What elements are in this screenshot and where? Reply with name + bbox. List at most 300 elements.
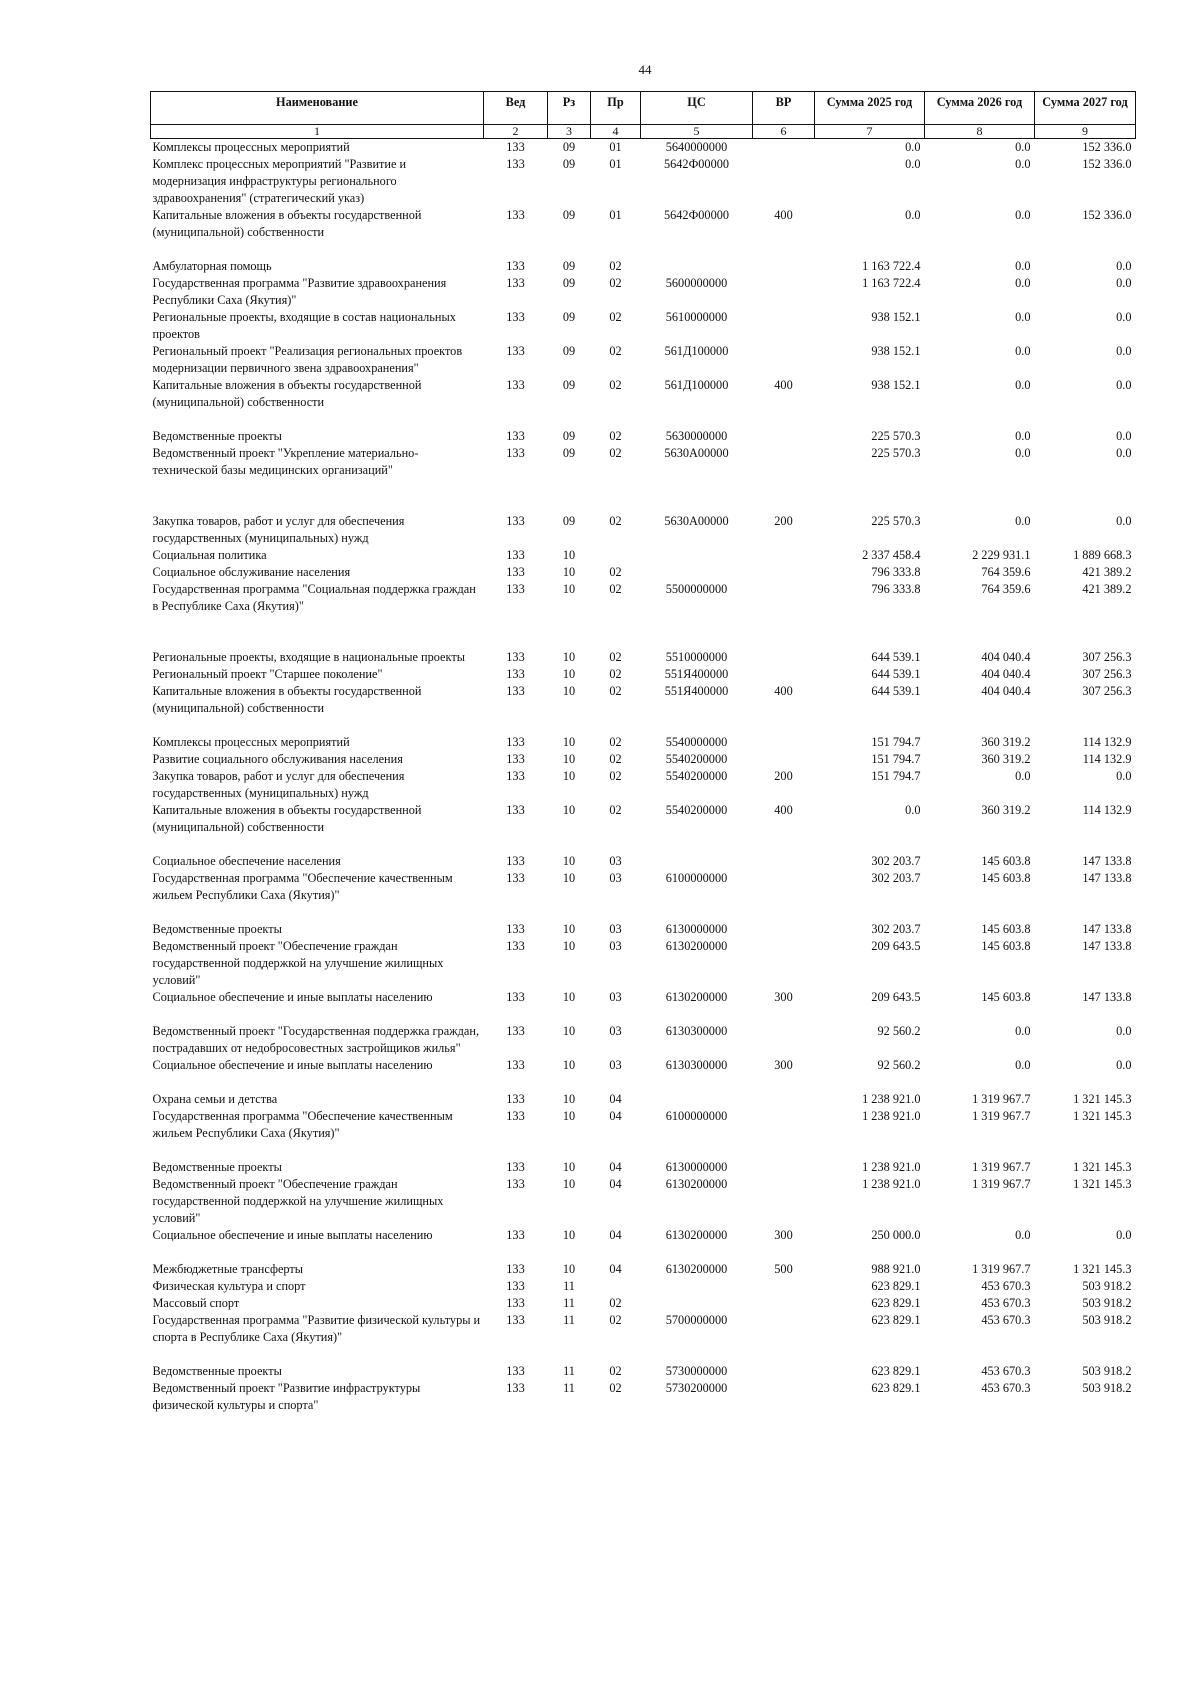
- row-cs: [641, 1278, 753, 1295]
- row-sum-2027: 147 133.8: [1082, 871, 1132, 885]
- row-cs: [641, 1295, 753, 1312]
- row-cs: 5630000000: [665, 429, 728, 443]
- row-vr: [753, 734, 815, 751]
- row-ved: 133: [506, 157, 525, 171]
- row-rz: 10: [562, 565, 576, 579]
- row-vr: [753, 428, 815, 445]
- table-row: [151, 989, 1136, 1023]
- row-name: Социальное обслуживание населения: [152, 565, 351, 579]
- row-sum-2025: 623 829.1: [871, 1381, 921, 1395]
- row-ved: 133: [506, 565, 525, 579]
- table-row: [151, 1312, 1136, 1363]
- row-name: Государственная программа "Развитие здравоохранения Республики Саха (Якутия)": [152, 276, 447, 307]
- row-pr: 04: [609, 1160, 622, 1174]
- row-vr: [753, 309, 815, 343]
- row-pr: 02: [609, 735, 622, 749]
- row-sum-2026: 404 040.4: [981, 667, 1031, 681]
- column-number: 1: [151, 125, 484, 139]
- row-cs: 5730200000: [665, 1381, 728, 1395]
- row-sum-2026: 404 040.4: [981, 684, 1031, 698]
- row-name: Капитальные вложения в объекты государственной (муниципальной) собственности: [152, 684, 422, 715]
- row-ved: 133: [506, 259, 525, 273]
- table-row: [151, 1380, 1136, 1414]
- row-cs: 551Я400000: [664, 684, 729, 698]
- row-ved: 133: [506, 990, 525, 1004]
- row-vr: [753, 853, 815, 870]
- row-sum-2026: 0.0: [1015, 446, 1031, 460]
- row-rz: 10: [562, 939, 576, 953]
- table-row: [151, 513, 1136, 547]
- row-vr: [753, 649, 815, 666]
- row-ved: 133: [506, 1109, 525, 1123]
- table-row: [151, 802, 1136, 853]
- row-name: Социальное обеспечение и иные выплаты населению: [152, 1228, 433, 1242]
- row-vr: [753, 1278, 815, 1295]
- row-rz: 09: [562, 208, 576, 222]
- row-sum-2025: 1 163 722.4: [862, 259, 921, 273]
- row-ved: 133: [506, 667, 525, 681]
- row-ved: 133: [506, 1024, 525, 1038]
- row-vr: 400: [774, 208, 793, 222]
- header-vr: ВР: [753, 92, 815, 125]
- row-cs: 5610000000: [665, 310, 728, 324]
- row-rz: 10: [562, 548, 576, 562]
- row-sum-2026: 145 603.8: [981, 922, 1031, 936]
- table-row: [151, 581, 1136, 649]
- row-name: Региональные проекты, входящие в состав национальных проектов: [152, 310, 456, 341]
- row-sum-2026: 0.0: [1015, 514, 1031, 528]
- row-sum-2026: 0.0: [1015, 276, 1031, 290]
- row-sum-2027: 1 889 668.3: [1073, 548, 1132, 562]
- row-sum-2026: 360 319.2: [981, 803, 1031, 817]
- row-cs: 6130200000: [665, 990, 728, 1004]
- row-cs: 6130200000: [665, 1262, 728, 1276]
- row-pr: 02: [609, 565, 622, 579]
- row-ved: 133: [506, 871, 525, 885]
- row-pr: 02: [609, 310, 622, 324]
- table-row: [151, 649, 1136, 666]
- row-vr: [753, 751, 815, 768]
- row-ved: 133: [506, 1262, 525, 1276]
- row-sum-2027: 147 133.8: [1082, 939, 1132, 953]
- row-ved: 133: [506, 429, 525, 443]
- header-cs: ЦС: [641, 92, 753, 125]
- row-pr: 02: [609, 684, 622, 698]
- row-rz: 10: [562, 1024, 576, 1038]
- row-sum-2027: 503 918.2: [1082, 1313, 1132, 1327]
- row-pr: 03: [609, 1058, 622, 1072]
- row-pr: 03: [609, 922, 622, 936]
- row-sum-2027: 0.0: [1116, 1058, 1132, 1072]
- row-ved: 133: [506, 1364, 525, 1378]
- row-pr: 02: [609, 429, 622, 443]
- table-row: [151, 921, 1136, 938]
- table-row: [151, 938, 1136, 989]
- row-sum-2025: 302 203.7: [871, 854, 921, 868]
- row-ved: 133: [506, 378, 525, 392]
- row-rz: 10: [562, 1177, 576, 1191]
- row-cs: 5540200000: [665, 769, 728, 783]
- row-sum-2026: 1 319 967.7: [972, 1160, 1031, 1174]
- table-row: [151, 683, 1136, 734]
- row-sum-2027: 1 321 145.3: [1073, 1109, 1132, 1123]
- row-sum-2026: 145 603.8: [981, 871, 1031, 885]
- row-cs: 5642Ф00000: [663, 157, 730, 171]
- row-sum-2025: 623 829.1: [871, 1313, 921, 1327]
- table-row: [151, 1295, 1136, 1312]
- row-sum-2026: 0.0: [1015, 140, 1031, 154]
- row-pr: 02: [609, 1381, 622, 1395]
- table-row: [151, 275, 1136, 309]
- table-row: [151, 445, 1136, 513]
- table-row: [151, 156, 1136, 207]
- header-ved: Вед: [484, 92, 548, 125]
- table-row: [151, 258, 1136, 275]
- row-name: Ведомственные проекты: [152, 1364, 282, 1378]
- row-sum-2027: 307 256.3: [1082, 684, 1132, 698]
- row-sum-2025: 1 238 921.0: [862, 1109, 921, 1123]
- row-pr: [591, 1278, 641, 1295]
- row-sum-2026: 0.0: [1015, 344, 1031, 358]
- row-cs: 5540200000: [665, 752, 728, 766]
- row-ved: 133: [506, 752, 525, 766]
- row-name: Государственная программа "Обеспечение качественным жильем Республики Саха (Якутия)": [152, 1109, 453, 1140]
- row-sum-2025: 796 333.8: [871, 582, 921, 596]
- row-sum-2025: 0.0: [905, 208, 921, 222]
- row-name: Государственная программа "Обеспечение качественным жильем Республики Саха (Якутия)": [152, 871, 453, 902]
- row-vr: [753, 1295, 815, 1312]
- row-ved: 133: [506, 854, 525, 868]
- row-name: Ведомственный проект "Обеспечение граждан государственной поддержкой на улучшение жилищных условий": [152, 939, 444, 987]
- row-rz: 10: [562, 650, 576, 664]
- row-sum-2026: 0.0: [1015, 429, 1031, 443]
- header-sum-2026: Сумма 2026 год: [925, 92, 1035, 125]
- row-cs: 6130300000: [665, 1024, 728, 1038]
- row-rz: 10: [562, 582, 576, 596]
- row-name: Амбулаторная помощь: [152, 259, 272, 273]
- row-vr: [753, 1363, 815, 1380]
- column-number: 8: [925, 125, 1035, 139]
- row-rz: 10: [562, 1262, 576, 1276]
- row-sum-2025: 151 794.7: [871, 769, 921, 783]
- row-ved: 133: [506, 939, 525, 953]
- table-row: [151, 139, 1136, 157]
- column-number: 2: [484, 125, 548, 139]
- row-name: Комплексы процессных мероприятий: [152, 140, 350, 154]
- row-vr: [753, 564, 815, 581]
- row-pr: 02: [609, 667, 622, 681]
- row-sum-2027: 503 918.2: [1082, 1364, 1132, 1378]
- table-row: [151, 1159, 1136, 1176]
- row-sum-2025: 225 570.3: [871, 446, 921, 460]
- row-sum-2026: 145 603.8: [981, 939, 1031, 953]
- row-sum-2026: 0.0: [1015, 1228, 1031, 1242]
- row-rz: 09: [562, 429, 576, 443]
- row-sum-2026: 453 670.3: [981, 1381, 1031, 1395]
- row-name: Массовый спорт: [152, 1296, 240, 1310]
- table-row: [151, 377, 1136, 428]
- column-number-row: [151, 125, 1136, 139]
- column-number: 7: [815, 125, 925, 139]
- header-name: Наименование: [151, 92, 484, 125]
- row-name: Физическая культура и спорт: [152, 1279, 306, 1293]
- table-row: [151, 1227, 1136, 1261]
- row-ved: 133: [506, 1381, 525, 1395]
- table-body: [151, 139, 1136, 1415]
- row-pr: [591, 547, 641, 564]
- row-sum-2025: 0.0: [905, 803, 921, 817]
- row-cs: 551Я400000: [664, 667, 729, 681]
- row-ved: 133: [506, 1058, 525, 1072]
- row-vr: [753, 1108, 815, 1159]
- row-sum-2027: 1 321 145.3: [1073, 1177, 1132, 1191]
- row-pr: 02: [609, 276, 622, 290]
- row-vr: [753, 258, 815, 275]
- row-cs: 6130300000: [665, 1058, 728, 1072]
- row-ved: 133: [506, 140, 525, 154]
- row-rz: 10: [562, 854, 576, 868]
- row-sum-2025: 623 829.1: [871, 1279, 921, 1293]
- table-row: [151, 1057, 1136, 1091]
- table-row: [151, 428, 1136, 445]
- row-name: Региональный проект "Реализация региональных проектов модернизации первичного звена здравоохранения": [152, 344, 463, 375]
- row-name: Региональные проекты, входящие в национальные проекты: [152, 650, 465, 664]
- row-pr: 02: [609, 803, 622, 817]
- row-name: Капитальные вложения в объекты государственной (муниципальной) собственности: [152, 378, 422, 409]
- row-sum-2025: 1 238 921.0: [862, 1092, 921, 1106]
- row-sum-2027: 152 336.0: [1082, 208, 1132, 222]
- row-sum-2025: 0.0: [905, 157, 921, 171]
- row-sum-2025: 209 643.5: [871, 939, 921, 953]
- row-cs: 6100000000: [665, 1109, 728, 1123]
- row-pr: 04: [609, 1092, 622, 1106]
- row-name: Ведомственный проект "Укрепление материально-технической базы медицинских организаций": [152, 446, 419, 477]
- row-sum-2026: 0.0: [1015, 259, 1031, 273]
- row-name: Капитальные вложения в объекты государственной (муниципальной) собственности: [152, 208, 422, 239]
- row-rz: 11: [563, 1313, 575, 1327]
- row-sum-2026: 145 603.8: [981, 854, 1031, 868]
- row-rz: 10: [562, 1228, 576, 1242]
- row-sum-2026: 404 040.4: [981, 650, 1031, 664]
- row-sum-2026: 0.0: [1015, 208, 1031, 222]
- row-cs: 5600000000: [665, 276, 728, 290]
- row-sum-2025: 250 000.0: [871, 1228, 921, 1242]
- row-pr: 02: [609, 446, 622, 460]
- table-row: [151, 547, 1136, 564]
- row-rz: 10: [562, 1092, 576, 1106]
- row-pr: 02: [609, 1313, 622, 1327]
- row-name: Охрана семьи и детства: [152, 1092, 278, 1106]
- row-sum-2026: 0.0: [1015, 1058, 1031, 1072]
- row-sum-2027: 307 256.3: [1082, 667, 1132, 681]
- row-name: Закупка товаров, работ и услуг для обеспечения государственных (муниципальных) нужд: [152, 514, 405, 545]
- row-rz: 10: [562, 752, 576, 766]
- row-vr: [753, 343, 815, 377]
- row-sum-2025: 302 203.7: [871, 871, 921, 885]
- table-row: [151, 768, 1136, 802]
- table-row: [151, 207, 1136, 258]
- row-vr: [753, 1380, 815, 1414]
- row-cs: 6130200000: [665, 1177, 728, 1191]
- row-sum-2027: 307 256.3: [1082, 650, 1132, 664]
- row-cs: [641, 853, 753, 870]
- row-cs: 5500000000: [665, 582, 728, 596]
- column-number: 9: [1035, 125, 1136, 139]
- row-ved: 133: [506, 1296, 525, 1310]
- row-pr: 02: [609, 582, 622, 596]
- row-sum-2027: 503 918.2: [1082, 1296, 1132, 1310]
- row-sum-2027: 114 132.9: [1082, 803, 1132, 817]
- table-row: [151, 751, 1136, 768]
- row-vr: [753, 581, 815, 649]
- column-number: 3: [548, 125, 591, 139]
- row-rz: 10: [562, 735, 576, 749]
- row-sum-2025: 938 152.1: [871, 310, 921, 324]
- row-ved: 133: [506, 1092, 525, 1106]
- row-ved: 133: [506, 446, 525, 460]
- row-ved: 133: [506, 344, 525, 358]
- row-sum-2027: 0.0: [1116, 259, 1132, 273]
- row-pr: 04: [609, 1228, 622, 1242]
- row-sum-2025: 644 539.1: [871, 684, 921, 698]
- row-sum-2025: 92 560.2: [877, 1058, 921, 1072]
- row-name: Социальное обеспечение населения: [152, 854, 341, 868]
- table-row: [151, 1176, 1136, 1227]
- row-cs: 6130200000: [665, 939, 728, 953]
- row-sum-2027: 1 321 145.3: [1073, 1160, 1132, 1174]
- row-vr: 400: [774, 803, 793, 817]
- row-cs: 5540000000: [665, 735, 728, 749]
- row-name: Комплексы процессных мероприятий: [152, 735, 350, 749]
- budget-table: [150, 91, 1136, 1414]
- column-number: 5: [641, 125, 753, 139]
- row-vr: [753, 921, 815, 938]
- column-number: 4: [591, 125, 641, 139]
- row-ved: 133: [506, 650, 525, 664]
- row-ved: 133: [506, 310, 525, 324]
- row-sum-2025: 1 163 722.4: [862, 276, 921, 290]
- row-sum-2025: 151 794.7: [871, 752, 921, 766]
- row-sum-2027: 421 389.2: [1082, 565, 1132, 579]
- row-vr: [753, 275, 815, 309]
- table-row: [151, 853, 1136, 870]
- row-pr: 02: [609, 769, 622, 783]
- row-pr: 03: [609, 871, 622, 885]
- row-pr: 01: [609, 208, 622, 222]
- row-cs: [641, 564, 753, 581]
- row-name: Социальное обеспечение и иные выплаты населению: [152, 1058, 433, 1072]
- row-sum-2025: 302 203.7: [871, 922, 921, 936]
- row-sum-2025: 2 337 458.4: [862, 548, 921, 562]
- row-pr: 04: [609, 1262, 622, 1276]
- row-name: Капитальные вложения в объекты государственной (муниципальной) собственности: [152, 803, 422, 834]
- row-sum-2025: 988 921.0: [871, 1262, 921, 1276]
- row-pr: 01: [609, 140, 622, 154]
- row-name: Ведомственный проект "Государственная поддержка граждан, пострадавших от недобросовестных застройщиков жилья": [152, 1024, 480, 1055]
- row-sum-2026: 0.0: [1015, 1024, 1031, 1038]
- row-cs: 5630А00000: [664, 514, 729, 528]
- row-sum-2026: 145 603.8: [981, 990, 1031, 1004]
- row-sum-2027: 0.0: [1116, 1228, 1132, 1242]
- row-vr: 300: [774, 990, 793, 1004]
- row-vr: [753, 139, 815, 157]
- row-vr: [753, 445, 815, 513]
- row-vr: [753, 1091, 815, 1108]
- row-cs: 5730000000: [665, 1364, 728, 1378]
- row-pr: 02: [609, 650, 622, 664]
- row-ved: 133: [506, 1177, 525, 1191]
- row-pr: 03: [609, 939, 622, 953]
- row-cs: 5640000000: [665, 140, 728, 154]
- row-sum-2027: 1 321 145.3: [1073, 1092, 1132, 1106]
- row-pr: 02: [609, 259, 622, 273]
- row-sum-2027: 147 133.8: [1082, 854, 1132, 868]
- row-ved: 133: [506, 582, 525, 596]
- row-cs: 5540200000: [665, 803, 728, 817]
- row-vr: 400: [774, 378, 793, 392]
- row-sum-2025: 92 560.2: [877, 1024, 921, 1038]
- row-pr: 02: [609, 1296, 622, 1310]
- row-ved: 133: [506, 1279, 525, 1293]
- row-rz: 09: [562, 514, 576, 528]
- row-sum-2027: 1 321 145.3: [1073, 1262, 1132, 1276]
- row-name: Региональный проект "Старшее поколение": [152, 667, 383, 681]
- row-name: Межбюджетные трансферты: [152, 1262, 304, 1276]
- row-sum-2026: 1 319 967.7: [972, 1109, 1031, 1123]
- row-cs: 5642Ф00000: [663, 208, 730, 222]
- row-name: Социальное обеспечение и иные выплаты населению: [152, 990, 433, 1004]
- row-sum-2027: 152 336.0: [1082, 157, 1132, 171]
- table-row: [151, 343, 1136, 377]
- row-ved: 133: [506, 208, 525, 222]
- row-cs: 6130000000: [665, 922, 728, 936]
- row-cs: [641, 1091, 753, 1108]
- row-cs: 6130000000: [665, 1160, 728, 1174]
- row-vr: 300: [774, 1058, 793, 1072]
- row-sum-2025: 225 570.3: [871, 429, 921, 443]
- row-cs: 6100000000: [665, 871, 728, 885]
- row-sum-2026: 453 670.3: [981, 1296, 1031, 1310]
- row-pr: 04: [609, 1109, 622, 1123]
- row-name: Социальная политика: [152, 548, 267, 562]
- row-sum-2025: 1 238 921.0: [862, 1160, 921, 1174]
- row-ved: 133: [506, 1228, 525, 1242]
- row-sum-2025: 1 238 921.0: [862, 1177, 921, 1191]
- row-sum-2027: 503 918.2: [1082, 1381, 1132, 1395]
- row-ved: 133: [506, 514, 525, 528]
- table-row: [151, 1278, 1136, 1295]
- row-sum-2027: 147 133.8: [1082, 990, 1132, 1004]
- row-rz: 10: [562, 922, 576, 936]
- row-pr: 03: [609, 1024, 622, 1038]
- row-pr: 02: [609, 1364, 622, 1378]
- row-sum-2027: 0.0: [1116, 344, 1132, 358]
- row-ved: 133: [506, 1313, 525, 1327]
- row-cs: 5700000000: [665, 1313, 728, 1327]
- row-pr: 03: [609, 990, 622, 1004]
- row-sum-2027: 114 132.9: [1082, 752, 1132, 766]
- row-sum-2027: 0.0: [1116, 514, 1132, 528]
- row-sum-2027: 421 389.2: [1082, 582, 1132, 596]
- row-sum-2027: 0.0: [1116, 446, 1132, 460]
- row-sum-2026: 453 670.3: [981, 1364, 1031, 1378]
- row-sum-2026: 1 319 967.7: [972, 1177, 1031, 1191]
- row-name: Закупка товаров, работ и услуг для обеспечения государственных (муниципальных) нужд: [152, 769, 405, 800]
- row-ved: 133: [506, 803, 525, 817]
- table-row: [151, 564, 1136, 581]
- row-vr: 200: [774, 514, 793, 528]
- row-sum-2026: 360 319.2: [981, 752, 1031, 766]
